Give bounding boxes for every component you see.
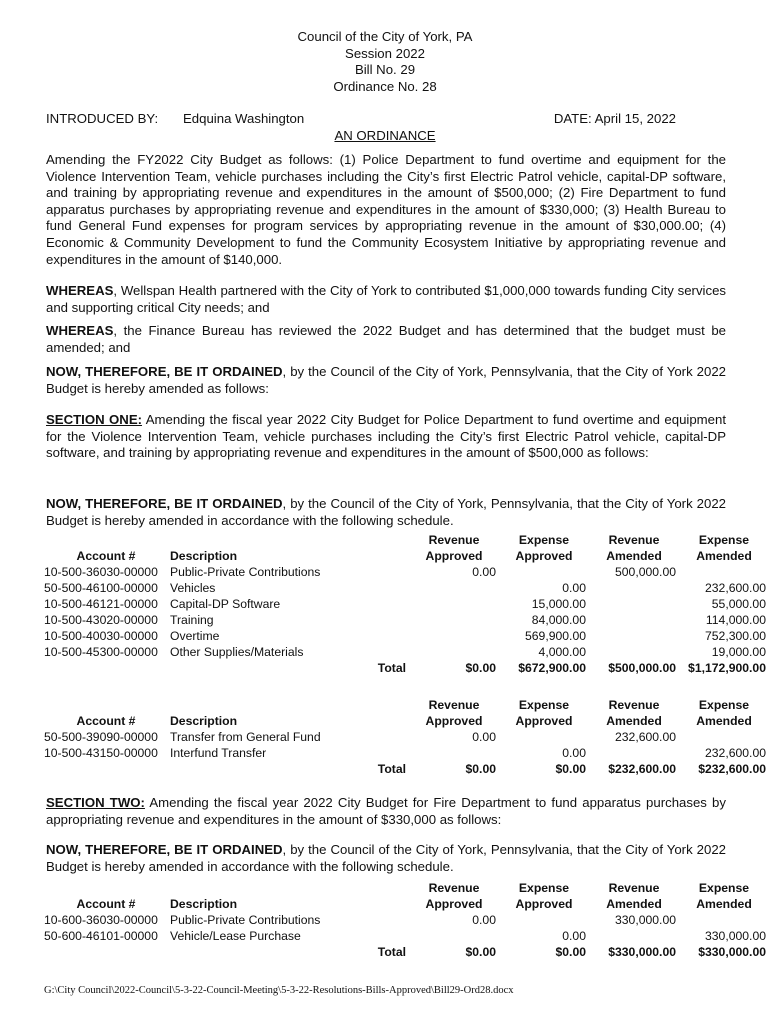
document-header	[0, 29, 770, 95]
account-description: Capital-DP Software	[170, 597, 281, 611]
table-row	[44, 564, 766, 580]
account-description: Transfer from General Fund	[170, 730, 321, 744]
police-schedule-table	[44, 532, 766, 676]
col-header: Amended	[606, 549, 662, 563]
revenue-approved: 0.00	[472, 913, 496, 927]
table-row	[44, 729, 766, 745]
revenue-amended: 232,600.00	[615, 730, 676, 744]
total-revenue-approved: $0.00	[465, 945, 496, 959]
col-header: Amended	[606, 714, 662, 728]
total-expense-approved: $672,900.00	[518, 661, 586, 675]
total-row	[44, 761, 766, 777]
col-header: Amended	[696, 714, 752, 728]
col-header: Expense	[518, 698, 570, 712]
bill-number: Bill No. 29	[354, 62, 416, 78]
col-header: Revenue	[428, 881, 480, 895]
ordained-text: , by the Council of the City of York, Pennsylvania, that the City of York 2022 Budget is hereby amended in accordance with the following schedule.	[46, 496, 726, 528]
col-header: Approved	[425, 549, 483, 563]
ordained-paragraph-2	[46, 496, 726, 529]
col-header: Expense	[518, 881, 570, 895]
expense-amended: 330,000.00	[705, 929, 766, 943]
col-header-description: Description	[170, 897, 238, 911]
account-number: 10-600-36030-00000	[44, 913, 158, 927]
table-body	[44, 564, 766, 676]
total-row	[44, 660, 766, 676]
expense-amended: 114,000.00	[705, 613, 766, 627]
table-header	[44, 697, 766, 729]
total-expense-amended: $330,000.00	[698, 945, 766, 959]
col-header: Revenue	[428, 533, 480, 547]
section-one-paragraph	[46, 412, 726, 462]
col-header-description: Description	[170, 714, 238, 728]
col-header: Expense	[698, 533, 750, 547]
expense-amended: 19,000.00	[711, 645, 766, 659]
table-row	[44, 612, 766, 628]
col-header-description: Description	[170, 549, 238, 563]
col-header: Expense	[518, 533, 570, 547]
total-expense-approved: $0.00	[555, 945, 586, 959]
revenue-amended	[586, 580, 676, 596]
col-header: Amended	[606, 897, 662, 911]
revenue-approved	[406, 580, 496, 596]
expense-approved: 0.00	[562, 929, 586, 943]
total-expense-approved: $0.00	[555, 762, 586, 776]
total-revenue-approved: $0.00	[465, 661, 496, 675]
whereas-paragraph-1	[46, 283, 726, 316]
account-description: Public-Private Contributions	[170, 913, 321, 927]
section-one-heading: SECTION ONE:	[46, 412, 143, 427]
ordinance-number: Ordinance No. 28	[333, 78, 437, 94]
revenue-approved	[406, 628, 496, 644]
col-header-account: Account #	[76, 549, 136, 563]
revenue-approved: 0.00	[472, 565, 496, 579]
table-header	[44, 532, 766, 564]
col-header: Revenue	[608, 881, 660, 895]
total-revenue-amended: $232,600.00	[608, 762, 676, 776]
total-label: Total	[377, 945, 406, 959]
table-header	[44, 880, 766, 912]
expense-approved: 15,000.00	[531, 597, 586, 611]
ordained-paragraph-1	[46, 364, 726, 397]
account-number: 50-500-46100-00000	[44, 581, 158, 595]
expense-approved: 569,900.00	[525, 629, 586, 643]
expense-approved	[496, 729, 586, 745]
section-two-text: Amending the fiscal year 2022 City Budget for Fire Department to fund apparatus purchases by appropriating revenue and expenditures in the amount of $330,000 as follows:	[46, 795, 726, 827]
col-header: Approved	[515, 897, 573, 911]
table-body	[44, 912, 766, 960]
col-header: Expense	[698, 881, 750, 895]
account-number: 50-600-46101-00000	[44, 929, 158, 943]
whereas-paragraph-2	[46, 323, 726, 356]
table-row	[44, 628, 766, 644]
expense-approved: 84,000.00	[531, 613, 586, 627]
total-revenue-approved: $0.00	[465, 762, 496, 776]
account-number: 10-500-43150-00000	[44, 746, 158, 760]
total-row	[44, 944, 766, 960]
expense-amended	[676, 564, 766, 580]
expense-approved: 0.00	[562, 746, 586, 760]
expense-approved	[496, 912, 586, 928]
account-description: Training	[170, 613, 214, 627]
expense-amended: 55,000.00	[711, 597, 766, 611]
revenue-amended: 330,000.00	[615, 913, 676, 927]
account-description: Vehicle/Lease Purchase	[170, 929, 301, 943]
account-number: 10-500-43020-00000	[44, 613, 158, 627]
table-row	[44, 745, 766, 761]
revenue-approved	[406, 612, 496, 628]
whereas-lead: WHEREAS	[46, 283, 114, 298]
account-description: Vehicles	[170, 581, 216, 595]
col-header: Approved	[515, 549, 573, 563]
expense-approved: 4,000.00	[538, 645, 586, 659]
expense-amended	[676, 912, 766, 928]
table-body	[44, 729, 766, 777]
ordained-lead: NOW, THEREFORE, BE IT ORDAINED	[46, 842, 283, 857]
account-description: Interfund Transfer	[170, 746, 267, 760]
expense-approved: 0.00	[562, 581, 586, 595]
introduction-date: DATE: April 15, 2022	[553, 111, 676, 126]
col-header-account: Account #	[76, 714, 136, 728]
total-revenue-amended: $500,000.00	[608, 661, 676, 675]
session: Session 2022	[345, 45, 425, 61]
file-path-footer: G:\City Council\2022-Council\5-3-22-Council-Meeting\5-3-22-Resolutions-Bills-Approved\Bill29-Ord28.docx	[44, 985, 514, 996]
expense-amended: 752,300.00	[705, 629, 766, 643]
revenue-amended: 500,000.00	[615, 565, 676, 579]
col-header-account: Account #	[76, 897, 136, 911]
total-expense-amended: $232,600.00	[698, 762, 766, 776]
table-row	[44, 912, 766, 928]
expense-amended	[676, 729, 766, 745]
whereas-text: , Wellspan Health partnered with the City of York to contributed $1,000,000 towards funding City services and supporting critical City needs; and	[46, 283, 726, 315]
total-expense-amended: $1,172,900.00	[688, 661, 766, 675]
ordained-lead: NOW, THEREFORE, BE IT ORDAINED	[46, 364, 283, 379]
table-row	[44, 596, 766, 612]
whereas-lead: WHEREAS	[46, 323, 114, 338]
account-number: 10-500-46121-00000	[44, 597, 158, 611]
revenue-approved: 0.00	[472, 730, 496, 744]
revenue-amended	[586, 628, 676, 644]
col-header: Revenue	[428, 698, 480, 712]
section-one-text: Amending the fiscal year 2022 City Budget for Police Department to fund overtime and equipment for the Violence Intervention Team, vehicle purchases including the City’s first Electric Patrol vehicle, capital-DP software, and training by appropriating revenue and expenditures in the amount of $500,000 as follows:	[46, 412, 726, 461]
revenue-amended	[586, 745, 676, 761]
expense-approved	[496, 564, 586, 580]
revenue-approved	[406, 596, 496, 612]
expense-amended: 232,600.00	[705, 581, 766, 595]
col-header: Amended	[696, 549, 752, 563]
introduced-by-label: INTRODUCED BY:	[46, 111, 159, 126]
revenue-amended	[586, 612, 676, 628]
section-two-heading: SECTION TWO:	[46, 795, 145, 810]
col-header: Revenue	[608, 698, 660, 712]
col-header: Approved	[425, 897, 483, 911]
ordained-lead: NOW, THEREFORE, BE IT ORDAINED	[46, 496, 283, 511]
col-header: Revenue	[608, 533, 660, 547]
account-number: 10-500-40030-00000	[44, 629, 158, 643]
col-header: Approved	[425, 714, 483, 728]
account-description: Public-Private Contributions	[170, 565, 321, 579]
total-label: Total	[377, 661, 406, 675]
ordained-paragraph-3	[46, 842, 726, 875]
account-description: Overtime	[170, 629, 220, 643]
account-number: 10-500-36030-00000	[44, 565, 158, 579]
total-revenue-amended: $330,000.00	[608, 945, 676, 959]
col-header: Amended	[696, 897, 752, 911]
account-number: 50-500-39090-00000	[44, 730, 158, 744]
revenue-amended	[586, 644, 676, 660]
table-row	[44, 644, 766, 660]
revenue-approved	[406, 644, 496, 660]
account-number: 10-500-45300-00000	[44, 645, 158, 659]
council-name: Council of the City of York, PA	[297, 29, 473, 44]
revenue-amended	[586, 928, 676, 944]
table-row	[44, 580, 766, 596]
revenue-approved	[406, 928, 496, 944]
table-row	[44, 928, 766, 944]
transfer-schedule-table	[44, 697, 766, 777]
ordinance-title: AN ORDINANCE	[334, 128, 436, 143]
expense-amended: 232,600.00	[705, 746, 766, 760]
col-header: Expense	[698, 698, 750, 712]
account-description: Other Supplies/Materials	[170, 645, 304, 659]
total-label: Total	[377, 762, 406, 776]
revenue-approved	[406, 745, 496, 761]
sponsor-name: Edquina Washington	[183, 111, 305, 126]
whereas-text: , the Finance Bureau has reviewed the 2022 Budget and has determined that the budget must be amended; and	[46, 323, 726, 355]
section-two-paragraph	[46, 795, 726, 828]
revenue-amended	[586, 596, 676, 612]
summary-paragraph: Amending the FY2022 City Budget as follows: (1) Police Department to fund overtime and equipment for the Violence Intervention Team, vehicle purchases including the City’s first Electric Patrol vehicle, capital-DP software, and training by appropriating revenue and expenditures in the amount of $500,000; (2) Fire Department to fund apparatus purchases by appropriating revenue and expenditures in the amount of $330,000; (3) Health Bureau to fund General Fund expenses for program services by appropriating revenue in the amount of $30,000.00; (4) Economic & Community Development to fund the Community Ecosystem Initiative by appropriating revenue and expenditures in the amount of $140,000.	[46, 152, 726, 267]
ordained-text: , by the Council of the City of York, Pennsylvania, that the City of York 2022 Budget is hereby amended in accordance with the following schedule.	[46, 842, 726, 874]
col-header: Approved	[515, 714, 573, 728]
ordained-text: , by the Council of the City of York, Pennsylvania, that the City of York 2022 Budget is hereby amended as follows:	[46, 364, 726, 396]
fire-schedule-table	[44, 880, 766, 960]
